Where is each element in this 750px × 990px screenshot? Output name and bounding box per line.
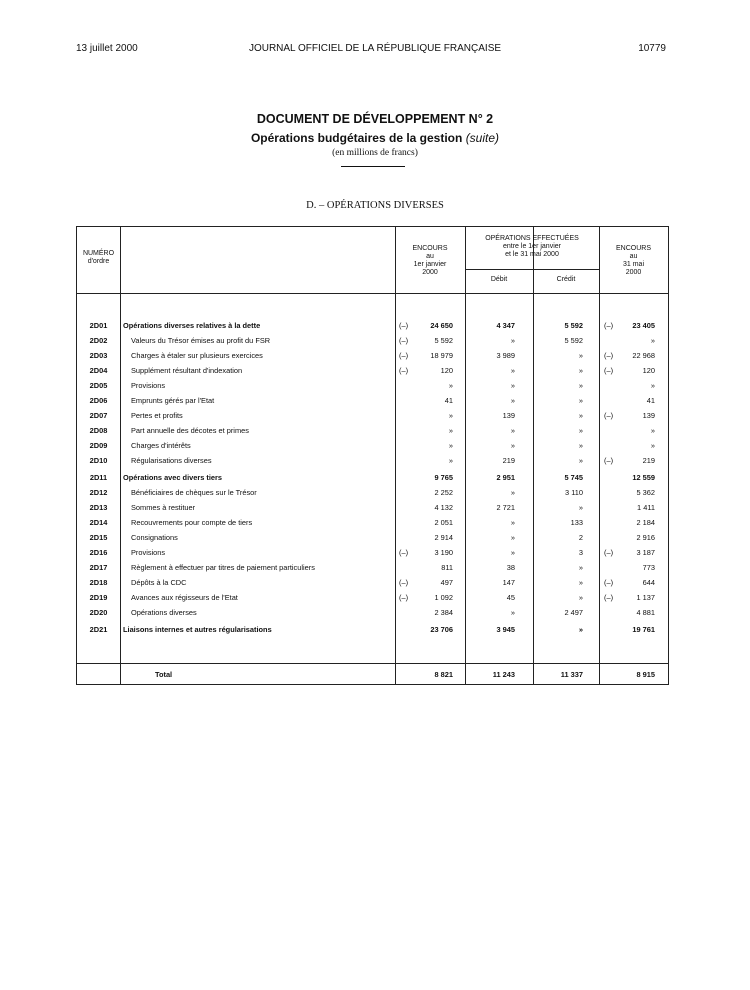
row-label	[121, 530, 403, 545]
row-label-text: Charges à étaler sur plusieurs exercices	[131, 351, 263, 360]
negative-marker: (–)	[604, 578, 614, 587]
row-label	[121, 545, 403, 560]
header-line: au	[629, 253, 638, 260]
row-label-text: Opérations diverses relatives à la dette	[123, 321, 261, 330]
table-row	[77, 423, 668, 438]
row-label-text: Bénéficiaires de chèques sur le Trésor	[131, 488, 257, 497]
row-code: 2D09	[89, 441, 108, 450]
row-code: 2D02	[89, 336, 108, 345]
negative-marker: (–)	[399, 366, 409, 375]
negative-marker: (–)	[604, 456, 614, 465]
credit-value: »	[578, 503, 583, 512]
header-line: et le 31 mai 2000	[505, 251, 559, 258]
row-label	[121, 333, 403, 348]
credit-value: »	[578, 366, 583, 375]
debit-value: »	[510, 396, 515, 405]
encours-debut-value: 9 765	[434, 473, 453, 482]
credit-value: »	[578, 351, 583, 360]
row-label	[121, 605, 403, 620]
encours-debut-value: »	[448, 441, 453, 450]
negative-marker: (–)	[399, 351, 409, 360]
credit-value: 3	[578, 548, 583, 557]
row-label	[121, 515, 403, 530]
header-line: 2000	[422, 269, 438, 276]
header-line: 2000	[625, 269, 642, 276]
debit-value: 3 989	[496, 351, 515, 360]
header-line: 31 mai	[622, 261, 644, 268]
row-code: 2D06	[89, 396, 108, 405]
row-code: 2D11	[89, 473, 108, 482]
credit-value: 5 592	[564, 336, 583, 345]
table-row	[77, 622, 668, 637]
header-numero	[77, 250, 120, 266]
row-label-text: Avances aux régisseurs de l'Etat	[131, 593, 238, 602]
row-label	[121, 560, 403, 575]
debit-value: 2 721	[496, 503, 515, 512]
credit-value: »	[578, 578, 583, 587]
row-label	[121, 318, 395, 333]
encours-fin-value: »	[650, 426, 655, 435]
row-label	[121, 590, 403, 605]
table-row	[77, 408, 668, 423]
total-credit: 11 337	[560, 670, 583, 679]
encours-debut-value: 120	[440, 366, 453, 375]
row-label	[121, 363, 403, 378]
credit-value: »	[578, 426, 583, 435]
row-code: 2D19	[89, 593, 108, 602]
page-date: 13 juillet 2000	[76, 43, 138, 54]
table-row	[77, 545, 668, 560]
table-row	[77, 318, 668, 333]
header-numero-line2: d'ordre	[87, 258, 110, 265]
row-label-text: Opérations avec divers tiers	[123, 473, 223, 482]
journal-title: JOURNAL OFFICIEL DE LA RÉPUBLIQUE FRANÇAISE	[248, 43, 502, 54]
header-divider	[465, 269, 599, 270]
encours-fin-value: 5 362	[636, 488, 655, 497]
encours-debut-value: 18 979	[430, 351, 453, 360]
encours-debut-value: 23 706	[430, 625, 453, 634]
row-code: 2D10	[89, 456, 108, 465]
encours-fin-value: »	[650, 441, 655, 450]
debit-value: 4 347	[496, 321, 515, 330]
debit-value: 147	[502, 578, 515, 587]
encours-debut-value: 811	[441, 563, 453, 572]
row-label-text: Opérations diverses	[131, 608, 197, 617]
total-debit: 11 243	[492, 670, 515, 679]
row-label	[121, 485, 403, 500]
debit-value: »	[510, 426, 515, 435]
row-code: 2D13	[89, 503, 108, 512]
encours-debut-value: 497	[440, 578, 453, 587]
row-label	[121, 378, 403, 393]
debit-value: 219	[502, 456, 515, 465]
total-row	[77, 667, 668, 682]
title-rule	[341, 166, 405, 167]
credit-value: »	[578, 563, 583, 572]
header-bottom-rule	[77, 293, 668, 294]
table-row	[77, 378, 668, 393]
row-code: 2D21	[89, 625, 108, 634]
row-code: 2D16	[89, 548, 108, 557]
encours-debut-value: 2 252	[434, 488, 453, 497]
credit-value: 2 497	[564, 608, 583, 617]
section-title: D. – OPÉRATIONS DIVERSES	[306, 200, 444, 211]
row-label-text: Liaisons internes et autres régularisations	[123, 625, 272, 634]
total-encours-fin: 8 915	[636, 670, 655, 679]
row-code: 2D14	[89, 518, 108, 527]
debit-value: 139	[502, 411, 515, 420]
header-line: 1er janvier	[413, 261, 447, 268]
credit-value: 5 745	[564, 473, 583, 482]
negative-marker: (–)	[604, 411, 614, 420]
encours-debut-value: 5 592	[434, 336, 453, 345]
row-label-text: Provisions	[131, 381, 166, 390]
row-code: 2D05	[89, 381, 108, 390]
debit-value: 38	[506, 563, 515, 572]
encours-fin-value: 219	[642, 456, 655, 465]
header-line: OPÉRATIONS EFFECTUÉES	[485, 235, 579, 242]
encours-debut-value: 2 914	[434, 533, 453, 542]
encours-debut-value: 24 650	[430, 321, 453, 330]
table-row	[77, 438, 668, 453]
credit-value: »	[578, 441, 583, 450]
credit-value: »	[578, 411, 583, 420]
credit-value: »	[578, 456, 583, 465]
row-label	[121, 622, 395, 637]
encours-fin-value: 2 184	[636, 518, 655, 527]
debit-value: 3 945	[496, 625, 515, 634]
debit-value: 45	[506, 593, 515, 602]
unit-note: (en millions de francs)	[332, 148, 418, 158]
encours-debut-value: 2 384	[434, 608, 453, 617]
row-label-text: Régularisations diverses	[131, 456, 212, 465]
row-code: 2D04	[89, 366, 108, 375]
debit-value: »	[510, 608, 515, 617]
row-label-text: Supplément résultant d'indexation	[131, 366, 243, 375]
subtitle-text: Opérations budgétaires de la gestion	[250, 131, 463, 145]
table-row	[77, 500, 668, 515]
row-label-text: Emprunts gérés par l'Etat	[131, 396, 215, 405]
negative-marker: (–)	[604, 351, 614, 360]
row-label	[121, 453, 403, 468]
row-label	[121, 575, 403, 590]
row-code: 2D12	[89, 488, 108, 497]
row-label	[121, 393, 403, 408]
row-code: 2D07	[89, 411, 108, 420]
table-row	[77, 560, 668, 575]
header-debit: Débit	[490, 276, 508, 283]
encours-fin-value: 1 137	[636, 593, 655, 602]
header-numero-line1: NUMÉRO	[82, 250, 115, 257]
encours-debut-value: 1 092	[434, 593, 453, 602]
debit-value: »	[510, 441, 515, 450]
document-title: DOCUMENT DE DÉVELOPPEMENT N° 2	[256, 112, 494, 126]
row-label	[121, 423, 403, 438]
encours-fin-value: 19 761	[632, 625, 655, 634]
row-code: 2D15	[89, 533, 108, 542]
debit-value: »	[510, 381, 515, 390]
credit-value: »	[578, 593, 583, 602]
negative-marker: (–)	[399, 321, 409, 330]
table-row	[77, 393, 668, 408]
table-row	[77, 348, 668, 363]
row-code: 2D08	[89, 426, 108, 435]
encours-debut-value: »	[448, 456, 453, 465]
header-credit: Crédit	[556, 276, 576, 283]
debit-value: 2 951	[496, 473, 515, 482]
encours-fin-value: »	[650, 381, 655, 390]
encours-debut-value: 4 132	[434, 503, 453, 512]
encours-fin-value: 22 968	[632, 351, 655, 360]
subtitle-suffix: (suite)	[465, 131, 500, 145]
table-row	[77, 605, 668, 620]
row-code: 2D01	[89, 321, 108, 330]
operations-table	[76, 226, 669, 685]
encours-fin-value: 644	[642, 578, 655, 587]
row-label	[121, 500, 403, 515]
row-label-text: Part annuelle des décotes et primes	[131, 426, 249, 435]
row-label	[121, 348, 403, 363]
table-row	[77, 575, 668, 590]
table-row	[77, 515, 668, 530]
credit-value: 2	[578, 533, 583, 542]
header-line: ENCOURS	[615, 245, 651, 252]
negative-marker: (–)	[399, 548, 409, 557]
encours-fin-value: 773	[642, 563, 655, 572]
credit-value: 133	[570, 518, 583, 527]
encours-debut-value: 3 190	[434, 548, 453, 557]
encours-fin-value: 3 187	[636, 548, 655, 557]
row-label-text: Provisions	[131, 548, 166, 557]
encours-debut-value: »	[448, 411, 453, 420]
debit-value: »	[510, 366, 515, 375]
encours-debut-value: »	[448, 426, 453, 435]
negative-marker: (–)	[604, 548, 614, 557]
table-row	[77, 333, 668, 348]
negative-marker: (–)	[399, 336, 409, 345]
encours-fin-value: 1 411	[637, 503, 655, 512]
table-row	[77, 485, 668, 500]
credit-value: 3 110	[565, 488, 583, 497]
row-label-text: Sommes à restituer	[131, 503, 196, 512]
encours-debut-value: 41	[444, 396, 453, 405]
header-encours-debut	[395, 245, 465, 277]
encours-fin-value: 2 916	[636, 533, 655, 542]
total-label-text: Total	[155, 670, 173, 679]
encours-debut-value: 2 051	[434, 518, 453, 527]
row-label	[121, 408, 403, 423]
encours-fin-value: »	[650, 336, 655, 345]
table-row	[77, 590, 668, 605]
encours-fin-value: 12 559	[632, 473, 655, 482]
document-subtitle	[0, 131, 750, 145]
header-line: entre le 1er janvier	[503, 243, 561, 250]
encours-fin-value: 120	[642, 366, 655, 375]
row-code: 2D17	[89, 563, 108, 572]
row-label-text: Valeurs du Trésor émises au profit du FSR	[131, 336, 271, 345]
negative-marker: (–)	[399, 593, 409, 602]
debit-value: »	[510, 488, 515, 497]
negative-marker: (–)	[604, 593, 614, 602]
row-label-text: Consignations	[131, 533, 178, 542]
page-number: 10779	[638, 43, 666, 54]
row-label-text: Recouvrements pour compte de tiers	[131, 518, 253, 527]
debit-value: »	[510, 336, 515, 345]
table-row	[77, 470, 668, 485]
encours-fin-value: 139	[642, 411, 655, 420]
row-label-text: Dépôts à la CDC	[131, 578, 187, 587]
row-code: 2D03	[89, 351, 108, 360]
total-encours-debut: 8 821	[434, 670, 453, 679]
credit-value: »	[578, 381, 583, 390]
credit-value: »	[578, 396, 583, 405]
row-label-text: Charges d'intérêts	[131, 441, 191, 450]
encours-fin-value: 23 405	[632, 321, 655, 330]
header-operations	[465, 235, 599, 259]
row-label	[121, 470, 395, 485]
encours-fin-value: 41	[646, 396, 655, 405]
row-label-text: Pertes et profits	[131, 411, 183, 420]
encours-fin-value: 4 881	[636, 608, 655, 617]
row-label	[121, 438, 403, 453]
row-label-text: Règlement à effectuer par titres de paiement particuliers	[131, 563, 315, 572]
negative-marker: (–)	[399, 578, 409, 587]
header-line: ENCOURS	[412, 245, 448, 252]
credit-value: »	[578, 625, 583, 634]
row-code: 2D20	[89, 608, 108, 617]
encours-debut-value: »	[448, 381, 453, 390]
table-row	[77, 453, 668, 468]
total-rule	[77, 663, 668, 664]
header-line: au	[426, 253, 434, 260]
credit-value: 5 592	[564, 321, 583, 330]
table-row	[77, 530, 668, 545]
debit-value: »	[510, 518, 515, 527]
table-row	[77, 363, 668, 378]
total-label	[121, 667, 427, 682]
negative-marker: (–)	[604, 321, 614, 330]
debit-value: »	[510, 548, 515, 557]
negative-marker: (–)	[604, 366, 614, 375]
debit-value: »	[510, 533, 515, 542]
row-code: 2D18	[89, 578, 108, 587]
header-encours-fin	[599, 245, 668, 277]
